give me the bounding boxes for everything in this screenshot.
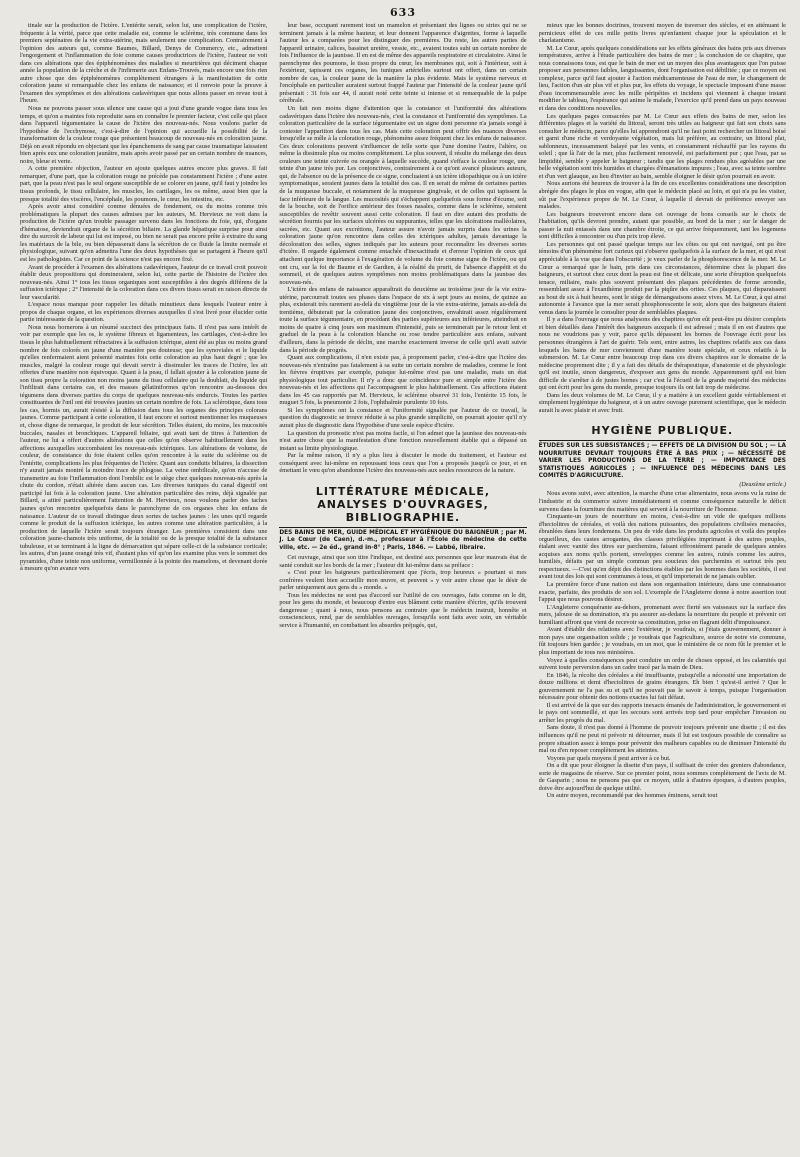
paragraph: leur base, occupant rarement tout un mamelon et présentant des lignes ou stries qui ne se terminent jamais à la même hauteur, et leur donnent l'apparence d'aigrettes, forme à laquelle l'auteur les a comparées pour les distinguer des premières. Du reste, les autres parties de l'appareil urinaire, calices, bassinet uretère, vessie, etc., avaient toutes subi un certain nombre de fois l'influence de la jaunisse. Il en est de même des appareils respiratoire et circulatoire. Ainsi le parenchyme des poumons, le tissu propre du cœur, les membranes qui, soit à l'intérieur, soit à l'extérieur, tapissent ces organes, les tuniques artérielles surtout ont offert, dans un certain nombre de cas, la couleur jaune de la manière la plus évidente. Mais le système nerveux et l'encéphale en particulier auraient surtout frappé l'auteur par l'intensité de la couleur jaune qu'il présentait : 31 fois sur 44, il aurait noté cette teinte si intense et si remarquable de la pulpe cérébrale. [279, 22, 527, 105]
paragraph: « C'est pour les baigneurs particulièrement que j'écris, trop heureux » pourtant si mes confrères veulent bien accueillir mon œuvre, et peuvent » y voir autre chose que le désir de parler uniquement aux gens du » monde. » [279, 569, 527, 592]
paragraph: Quant aux complications, il n'en existe pas, à proprement parler, c'est-à-dire que l'ictère des nouveau-nés n'entraîne pas fatalement à sa suite un certain nombre de maladies, comme le font les fièvres éruptives par exemple, puisque lui-même n'est pas une maladie, mais un état physiologique tout particulier. Il n'y a donc que coïncidence pure et simple entre l'ictère des nouveau-nés et les affections qui l'accompagnent le plus habituellement. Ces affections étaient dans les 45 cas rapportés par M. Hervieux, le sclérème observé 31 fois, l'entérite 15 fois, le muguet 5 fois, la pneumonie 2 fois, l'ophthalmie purulente 10 fois. [279, 354, 527, 407]
paragraph: Nous aurions été heureux de trouver à la fin de ces excellentes considérations une description abrégée des plages le plus en vogue, afin que le médecin placé au loin, et qui n'a pu les visiter, sût par l'expérience propre de M. Le Cœur, à laquelle il devrait de préférence envoyer ses malades. [538, 180, 786, 211]
book-heading-text: DES BAINS DE MER, GUIDE MÉDICAL ET HYGIÉNIQUE DU BAIGNEUR ; par M. J. Le Cœur (de Caen), d.-m., professeur à l'École de médecine de cette ville, etc. — 2e éd., grand in-8° ; Paris, 1846. — Labbé, libraire. [279, 529, 527, 551]
paragraph: Voyons par quels moyens il peut arriver à ce but. [546, 754, 671, 762]
column-2-article-text [279, 22, 526, 475]
book-review-text [279, 554, 526, 629]
paragraph: Tous les médecins ne sont pas d'accord sur l'utilité de ces ouvrages, faits comme on le dit, pour les gens du monde, et beaucoup d'entre eux blâment cette manière d'écrire, qu'ils trouvent dangereuse ; quant à nous, nous pensons au contraire que le médecin instruit, honnête et consciencieux, rend, par de semblables ouvrages, lorsqu'ils sont faits avec soin, un véritable service à l'humanité, en combattant les absurdes préjugés, qui, [279, 591, 527, 629]
paragraph: A cette première objection, l'auteur en ajoute quelques autres encore plus graves. Il fait remarquer, d'une part, que la coloration rouge ne précède pas constamment l'ictère ; d'une autre part, que la peau n'est pas le seul organe susceptible de se colorer en jaune, qu'il faut y joindre les tissus profonds, le tissu cellulaire, les muscles, les cartilages, les os même, aussi bien que la presque totalité des viscères, l'encéphale, les poumons, le cœur, les intestins, etc. [20, 165, 268, 203]
hygiene-subtitle-text: ÉTUDES SUR LES SUBSISTANCES ; — EFFETS DE LA DIVISION DU SOL ; — LA NOURRITURE DEVRAIT TOUJOURS ÊTRE À BAS PRIX ; — NÉCESSITÉ DE VARIER LES PRODUCTIONS DE LA TERRE ; — IMPORTANCE DES STATISTIQUES AGRICOLES ; — INFLUENCE DES MÉDECINS DANS LES COMITÉS D'AGRICULTURE. [538, 443, 786, 480]
hygiene-subtitle [539, 443, 786, 480]
paragraph: M. Le Cœur, après quelques considérations sur les effets généraux des bains pris aux diverses températures, arrive à l'étude particulière des bains de mer ; la conclusion de ce chapitre, que nous connaissons tous, est que le bain de mer est un moyen des plus avantageux que l'on puisse proposer aux personnes faibles, languissantes, dont l'organisation est débilitée ; que ce moyen est complexe, parce qu'il faut ajouter à l'action médicamenteuse de l'eau de mer, le changement de lieu, l'action d'un air plus vif et plus pur, les effets du voyage, le spectacle imposant d'une masse d'eau incommensurable avec les mille péripéties et incidens qui viennent à chaque instant modifier le tableau, l'espérance qui anime le malade, l'exercice qu'il prend dans un pays nouveau et dans des conditions nouvelles. [538, 44, 786, 113]
paragraph: Il est arrivé de là que sur des rapports inexacts émanés de l'administration, le gouvernement et le pays ont sommeillé, et que les secours sont arrivés trop tard pour empêcher l'invasion ou arrêter les progrès du mal. [538, 701, 786, 724]
paragraph: Sans doute, il n'est pas donné à l'homme de pouvoir toujours prévenir une disette ; il est des influences qu'il ne peut ni prévoir ni détourner, mais il lui est toujours possible de connaître sa propre situation assez à temps pour prévenir des malheurs capables ou de diminuer l'intensité du mal ou d'en reposer complètement les atteintes. [538, 724, 786, 755]
column-1 [20, 22, 267, 1155]
paragraph: Nous ne pouvons passer sous silence une cause qui a joui d'une grande vogue dans tous les temps, et qu'on a maintes fois reproduite sans en connaître le premier facteur, c'est celle qui place dans l'appareil tégumentaire la cause de l'ictère des nouveau-nés. Nous voulons parler de l'hypothèse de l'ecchymose, c'est-à-dire de l'opinion qui accueille la possibilité de la transformation de la couleur rouge que présentent beaucoup de nouveau-nés en coloration jaune. Déjà on avait répondu en objectant que les épanchemens de sang par cause traumatique laissaient bien après eux une coloration jaunâtre, mais après avoir passé par un certain nombre de nuances, noire, bleue et verte. [20, 105, 268, 165]
public-hygiene-title: HYGIÈNE PUBLIQUE. [539, 424, 786, 441]
page-number: 633 [390, 6, 416, 19]
column-3-review-text [539, 22, 786, 414]
columns [20, 22, 786, 1155]
paragraph: Cinquante-un jours de nourriture en moins, c'est-à-dire un vide de quelques millions d'hectolitres de céréales, et voilà des nations puissantes, des populations civilisées menacées, ébranlées dans leurs fondemens. Un peu de vide dans les produits agricoles et voilà des peuples orgueilleux, des castes arrogantes, des classes privilégiées imprimant à des autres peuples, étalant avec vanité des titres sur parchemins, faisant effrontément parade de quelques années acquises aux noms qu'ils portent, enveloppes comme les autres, ruinés comme les autres, humiliés, défaits par un simple commun peu soucieux des parchemins et surtout très peu respectueux. —C'est qu'en dépit des distinctions établies par les hommes dans les sociétés, il est avant tout des lois qui sont communes à tous, et qu'il importerait de ne jamais oublier. [538, 513, 786, 581]
paragraph: Un fait non moins digne d'attention que la constance et l'uniformité des altérations cadavériques dans l'ictère des nouveau-nés, c'est la constance et l'uniformité des symptômes. La coloration particulière de la surface tégumentaire est un signe dont personne n'a jamais songé à contester l'apparition dans tous les cas. Mais cette coloration peut offrir des nuances diverses lorsqu'elle se mêle à la coloration rouge, phénomène assez fréquent chez les enfans de naissance. Ces deux colorations peuvent s'influencer de telle sorte que l'une domine l'autre, l'altère, ou même la dissimule plus ou moins complètement. Le plus souvent, il résulte du mélange des deux couleurs une teinte cuivrée ou orangée à laquelle succède, quand s'efface la couleur rouge, une teinte d'un jaune très pur. Les conjonctives, contrairement à ce qu'ont avancé plusieurs auteurs, qui, de l'absence ou de la présence de ce signe, concluaient à un ictère idiopathique ou à un ictère symptomatique, seraient jaunes dans la totalité des cas. Il en serait de même de certaines parties de la muqueuse buccale, et notamment de la muqueuse gingivale, et de celles qui tapissent la face inférieure de la langue. Les mucosités qui s'échappent quelquefois sous forme d'écume, soit de la bouche, soit de l'orifice antérieur des fosses nasales, comme dans le sclérème, seraient susceptibles de revêtir souvent aussi cette coloration. Il faut en dire autant des produits de sécrétion fournis par les surfaces ulcérées ou suppurantes, telles que les ulcérations malléolaires, sacrées, etc. Quant aux excrétions, l'auteur assure n'avoir jamais surpris dans les urines la coloration jaune qu'on rencontre dans celles des ictériques adultes, jamais davantage la décoloration des selles, signes indiqués par les auteurs pour reconnaître les diverses sortes d'ictère. Il regarde également comme entachée d'inexactitude et d'erreur l'opinion de ceux qui attachent quelque importance à l'exagération de volume du foie comme signe de l'ictère, ou qui ont cru, sur la foi de Baume et de Gardien, à la réalité du prurit, de l'absence d'appétit et du sommeil, et de quelques autres symptômes non moins problématiques dans la jaunisse des nouveau-nés. [279, 105, 527, 286]
paragraph: Cet ouvrage, ainsi que son titre l'indique, est destiné aux personnes que leur mauvais état de santé conduit sur les bords de la mer ; l'auteur dit lui-même dans sa préface : [279, 554, 527, 569]
column-3 [539, 22, 786, 1155]
paragraph: L'espace nous manque pour rappeler les détails minutieux dans lesquels l'auteur entre à propos de chaque organe, et les expériences diverses auxquelles il s'est livré pour élucider cette partie intéressante de la question. [20, 301, 268, 324]
hygiene-article-text [539, 490, 786, 799]
paragraph: Les personnes qui ont passé quelque temps sur les côtes ou qui ont navigué, ont pu être témoins d'un phénomène fort curieux qui s'observe quelquefois à la surface de la mer, et qui n'est appréciable à la vue que dans l'obscurité ; je veux parler de la phosphorescence de la mer. M. Le Cœur a remarqué que le bain, pris dans ces circonstances, détermine chez la plupart des baigneurs, et surtout chez ceux dont la peau est fine et délicate, une sorte d'éruption quelquefois tenace, miliaire, mais plus souvent présentant des plaques précédentes de forme arrondie, ressemblant assez à l'exanthème produit par la piqûre des orties. Ces plaques, qui disparaissent au bout de six à huit heures, sont le siège de démangeaisons assez vives. M. Le Cœur, à qui ainsi autonomie à l'avance que la mer serait phosphorescente le soir, alors que des baigneurs étaient venus dans la journée le consulter pour de semblables plaques. [538, 240, 786, 316]
paragraph: La première force d'une nation est dans son organisation intérieure, dans une connaissance exacte, parfaite, des produits de son sol. L'exemple de l'Angleterre donne à notre assertion tout l'appui que nous pouvons désirer. [538, 581, 786, 604]
literature-section-title: LITTÉRATURE MÉDICALE, ANALYSES D'OUVRAGES, BIBLIOGRAPHIE. [279, 485, 526, 528]
paragraph: Voyez à quelles conséquences peut conduire un ordre de choses opposé, et les calamités qui suivent toute perversion dans un cadre tracé par la main de Dieu. [538, 656, 786, 672]
paragraph: Un autre moyen, recommandé par des hommes éminens, serait tout [546, 792, 718, 800]
paragraph: Dans les deux volumes de M. Le Cœur, il y a matière à un excellent guide véritablement et simplement hygiénique du baigneur, et à un autre ouvrage purement scientifique, que le médecin aurait lu avec plaisir et avec fruit. [538, 391, 786, 414]
book-heading [279, 530, 526, 552]
paragraph: Les baigneurs trouveront encore dans cet ouvrage de bons conseils sur le choix de l'habitation, qu'ils devront prendre, autant que possible, au bord de la mer ; sur le danger de passer la nuit entassés dans une chambre étroite, ce qui arrive fréquemment, tant les logemens sont difficiles à rencontrer ou d'un prix trop élevé. [538, 210, 786, 241]
paragraph: On a dit que pour éloigner la disette d'un pays, il suffisait de créer des greniers d'abondance, sorte de magasins de réserve. Sur ce premier point, nous sommes complètement de l'avis de M. de Gasparin ; nous ne pensons pas que ce moyen, utile à d'autres époques, à d'autres peuples, doive être aujourd'hui de quelque utilité. [538, 762, 786, 792]
paragraph: Avant d'établir des relations avec l'extérieur, je voudrais, si j'étais gouvernement, donner à mon pays une organisation solide ; je voudrais que l'agriculture, source de notre vie commune, fût toujours bien gardée ; je voudrais, en un mot, que le ministère de ce nom fût le premier et le plus important de tous nos ministères. [538, 626, 786, 656]
paragraph: mieux que les bonnes doctrines, trouvent moyen de traverser des siècles, et en atténuant le pernicieux effet de ces mille petits livres qu'enfantent chaque jour la spéculation et le charlatanisme. [538, 22, 786, 45]
paragraph: Nous avons suivi, avec attention, la marche d'une crise alimentaire, nous avons vu la ruine de l'industrie et du commerce suivre immédiatement et comme conséquence naturelle le déficit survenu dans la fourniture des matières qui servent à la nourriture de l'homme. [538, 490, 786, 513]
paragraph: Il y a dans l'ouvrage que nous analysons des chapitres qu'on eût peut-être pu désirer complets et bien détaillés dans l'intérêt des baigneurs auxquels il est adressé ; mais il en est d'autres que nous ne voudrions pas y voir, parce qu'ils dépassent les bornes de l'ouvrage écrit pour les personnes étrangères à l'art de guérir. Tels sont, entre autres, les chapitres relatifs aux cas dans lesquels les bains de mer conviennent d'une manière toute spéciale, et ceux relatifs à la submersion. M. Le Cœur entre beaucoup trop dans ces divers chapitres sur le domaine de la médecine proprement dite ; il y a fait des détails de thérapeutique, d'anatomie et de physiologie qu'il est inutile, sinon dangereux, d'exposer aux gens du monde. Apparemment qu'il est bien difficile de s'arrêter à de justes bornes ; car c'est là l'écueil de la grande majorité des médecins qui ont écrit pour les gens du monde, presque toujours ils ont fait trop de médecine. [538, 316, 786, 392]
paragraph: Les quelques pages consacrées par M. Le Cœur aux effets des bains de mer, selon les différentes plages et la variété du littoral, seront très utiles au baigneur qui fait son choix sans consulter le médecin, parce qu'elles lui apprendront qu'il ne faut point rechercher un littoral boisé et garni d'une riche et verdoyante végétation, mais lui préférer, au contraire, un littoral plat, sablonneux, incessamment balayé par les vents, et constamment réchauffé par les rayons du soleil ; que là l'air de la mer, plus facilement renouvelé, est parfaitement pur ; que l'eau, par sa limpidité, semble y appeler le baigneur ; tandis que les plages rendues plus agréables par une belle végétation sont très humides et chargées d'émanations impures ; l'eau, avec sa teinte sombre et d'un vert glauque, au lieu d'inviter au bain, semble éloigner le désir qu'on pourrait en avoir. [538, 112, 786, 180]
paragraph: En 1846, la récolte des céréales a été insuffisante, puisqu'elle a nécessité une importation de douze millions et demi d'hectolitres de grains étrangers. Eh bien ! qu'est-il arrivé ? Que le gouvernement ne l'a pas su et qu'il ne pouvait pas le savoir à temps, puisque l'organisation nécessaire pour obtenir des notions exactes lui fait défaut. [538, 671, 786, 702]
paragraph: Après avoir ainsi considéré comme dénuées de fondement, ou du moins comme très problématiques la plupart des causes admises par les auteurs, M. Hervieux ne voit dans la production de l'ictère qu'un trouble passager survenu dans les fonctions du foie, qui, d'organe d'hématose, deviendrait organe de la sécrétion biliaire. La glande hépatique surprise pour ainsi dire du surcroît de labeur qui lui est imposé, ou bien ne serait pas encore prête à extraire du sang les matériaux de la bile, ou bien dépasserait dans la sécrétion de ce fluide la limite normale et physiologique, suivant qu'on admettra l'une des deux hypothèses que se partagent à l'heure qu'il est les pathologistes. Car ce point de la science n'est pas encore fixé. [20, 203, 268, 263]
paragraph: Si les symptômes ont la constance et l'uniformité signalée par l'auteur de ce travail, la question du diagnostic se trouve réduite à sa plus grande simplicité, on pourrait ajouter qu'il n'y aurait plus de diagnostic dans l'hypothèse d'une seule espèce d'ictère. [279, 406, 527, 429]
column-2 [279, 22, 526, 1155]
article-note: (Deuxième article.) [739, 482, 786, 489]
paragraph: La question du pronostic n'est pas moins facile, si l'on admet que la jaunisse des nouveau-nés n'est autre chose que la manifestation d'une fonction nouvellement établie qui a dépassé un instant sa limite physiologique. [279, 429, 527, 452]
paragraph: Nous nous bornerons à un résumé succinct des principaux faits. Il n'est pas sans intérêt de voir par exemple que les os, le système fibreux et ligamenteux, les cartilages, c'est-à-dire les tissus le plus habituellement réfractaires à la suffusion ictérique, aient été au plus ou moins grand nombre de fois colorés en jaune d'une manière peu douteuse; que les synoviales et le liquide qu'elles renfermaient aient présenté maintes fois cette coloration au plus haut degré ; que les muscles, malgré la couleur rouge qui devait servir à dissimuler les traces de l'ictère, les ait offertes d'une manière non équivoque. Quant à la peau, il fallait ajouter à la coloration jaune de son tissu propre la coloration non moins jaune du tissu cellulaire qui la doublait, du liquide qui l'infiltrait dans certains cas, et des masses gélatiniformes qu'on rencontre au-dessous des tégumens dans diverses parties du corps de quelques nouveau-nés endurcis. Toutes les parties constituantes de l'œil ont été trouvées jaunies un certain nombre de fois. La sclérotique, dans tous les cas, hormis un, aurait résisté à la diffusion dans tous les organes des principes colorans jaunes. Comme participant à cette coloration, il faut encore et surtout mentionner les muqueuses et, chose digne de remarque, le produit de leur sécrétion. Telles étaient, du moins, les mucosités buccales, nasales et bronchiques. L'appareil biliaire, qui avait tant de titres à l'attention de l'auteur, ne lui a offert d'autres altérations que celles qu'on observe habituellement dans les affections auxquelles succombaient les nouveau-nés ictériques. Les altérations de volume, de couleur, de consistance du foie étaient celles qu'on rencontre à la suite du sclérème ou de l'entérite, complications les plus fréquentes de l'ictère. Quant aux conduits biliaires, la dissection n'y aurait jamais montré la moindre trace de phlogose. La veine ombilicale, qu'on n'accuse de transmettre au foie l'inflammation dont l'ombilic est le siège chez quelques nouveau-nés après la chute du cordon, n'était altérée dans aucun cas. Les diverses tuniques du canal digestif ont participé lui fois à la coloration jaune. Une altération particulière des reins, déjà signalée par Billard, a attiré particulièrement l'attention de M. Hervieux, nous voulons parler des taches jaunes qu'on rencontre quelquefois dans le parenchyme de ces organes chez les enfans de naissance. L'auteur de ce travail distingue deux sortes de taches jaunes : les unes qu'il regarde comme le produit de la suffusion ictérique, les autres comme une altération particulière, à la production de laquelle l'ictère serait toujours étranger. Les premières consistent dans une coloration jaune-chamois très uniforme, de la totalité ou de la presque totalité de la substance tubuleuse, et se terminant à la ligne de démarcation qui sépare celle-ci de la substance corticale; les autres, d'un jaune orangé très vif, d'autant plus vif qu'on les examine plus vers le sommet des pyramides, d'une teinte non uniforme, vermillonnée à la pointe des mamelons, et devenant dorée à mesure qu'on avance vers [20, 323, 268, 573]
paragraph: Avant de procéder à l'examen des altérations cadavériques, l'auteur de ce travail croit pouvoir établir deux propositions qui domineraient, selon lui, cette partie de l'histoire de l'ictère des nouveau-nés. Ainsi 1° tous les tissus organiques sont susceptibles à des degrés différens de la suffusion ictérique ; 2° l'intensité de la coloration dans ces divers tissus serait en raison directe de leur vascularité. [20, 263, 268, 301]
paragraph: tinale sur la production de l'ictère. L'entérite serait, selon lui, une complication de l'ictère, fréquente à la vérité, parce que cette maladie est, comme le sclérème, très commune dans les premiers septénaires de la vie extra-utérine, mais seulement une complication. Contrairement à l'opinion des auteurs qui, comme Baumes, Billard, Denys de Commercy, etc., admettent l'engorgement et l'inflammation du foie comme causes productrices de l'ictère, l'auteur ne voit dans ces altérations que des épiphénomènes des maladies si meurtrières qui déciment chaque année la population de la crèche et de l'infirmerie aux Enfans-Trouvés, mais encore une fois rien autre chose que des épiphénomènes complètement étrangers à la manifestation de cette coloration jaune si remarquable chez les enfans de naissance; et il renvoie pour la preuve à l'examen des symptômes et des altérations cadavériques que nous allons passer en revue tout à l'heure. [20, 22, 268, 105]
paragraph: L'ictère des enfans de naissance apparaîtrait du deuxième au troisième jour de la vie extra-utérine, parcourrait toutes ses phases dans l'espace de six à sept jours au moins, de quinze au plus, existerait très rarement au-delà du vingtième jour de la vie extra-utérine, jamais au-delà du trentième, débuterait par la coloration jaune des conjonctives, envahirait assez régulièrement toute la surface tégumentaire, en procédant des parties supérieures aux inférieures, atteindrait en moins de quatre à cinq jours son maximum d'intensité, puis se terminerait par le retour lent et graduel de la peau à la coloration blanche ou rose tendre particulière aux enfans, suivant d'ailleurs, dans la période de déclin, une marche exactement inverse de celle qu'il avait suivie dans la période de progrès. [279, 286, 527, 354]
paragraph: Par la même raison, il n'y a plus lieu à discuter le mode du traitement, et l'auteur est conséquent avec lui-même en repoussant tous ceux que l'on a proposés jusqu'à ce jour, et en émettant le vœu qu'on abandonne l'ictère des nouveau-nés aux seules ressources de la nature. [279, 452, 527, 475]
paragraph: L'Angleterre conquérante au-dehors, promenant avec fierté ses vaisseaux sur la surface des mers, jalouse de sa domination, n'a pu assurer au-dedans la nourriture du peuple et prévenir cet humiliant affront que vient de recevoir sa constitution, prise en flagrant délit d'impuissance. [538, 603, 786, 626]
